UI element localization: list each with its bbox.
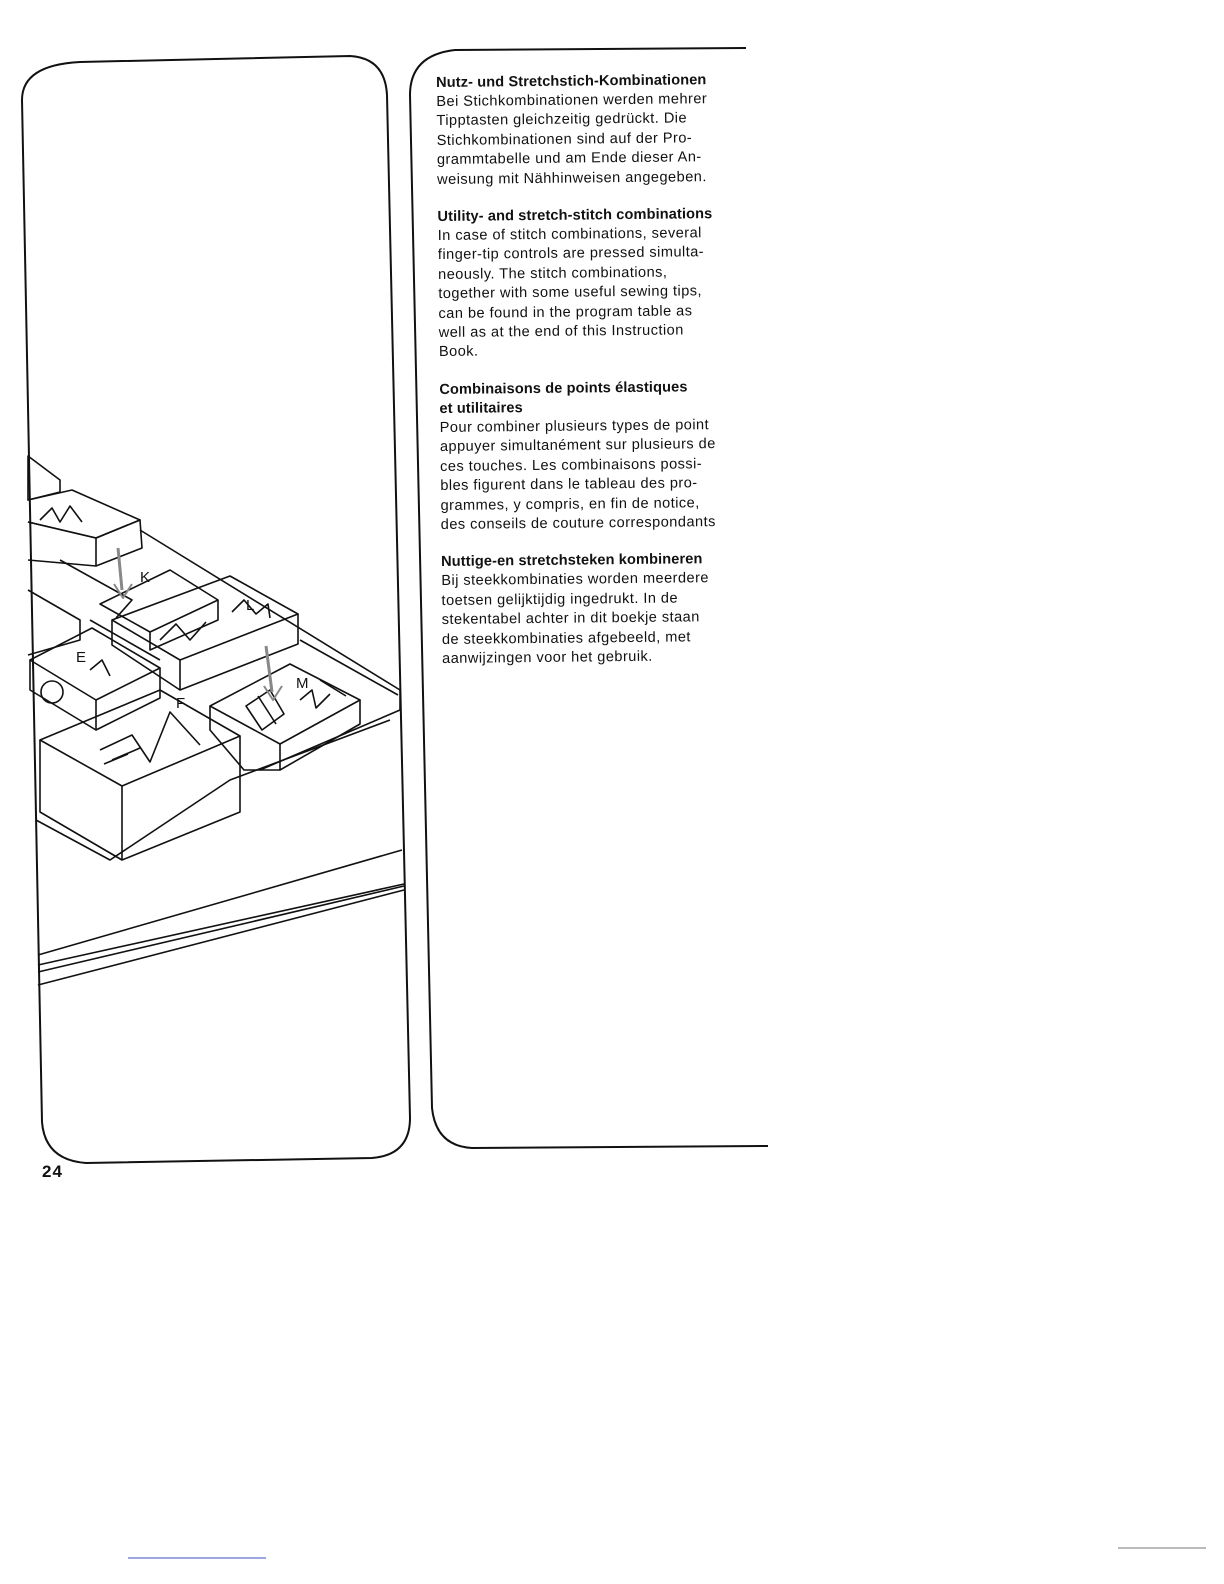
section-heading: Nuttige-en stretchsteken kombineren [441,551,703,571]
body-line: stekentabel achter in dit boekje staan [441,609,700,629]
body-line: finger-tip controls are pressed simulta- [437,244,705,264]
section-heading: Utility- and stretch-stitch combinations [437,206,713,226]
body-line: de steekkombinaties afgebeeld, met [441,628,691,648]
key-letter-e: E [76,649,87,666]
section-heading: Nutz- und Stretchstich-Kombinationen [436,72,707,91]
body-line: Bij steekkombinaties worden meerdere [441,570,710,590]
body-line: appuyer simultanément sur plusieurs de [439,436,716,456]
key-letter-l: L [246,597,255,614]
body-line: Bei Stichkombinationen werden mehrer [436,91,708,110]
body-line: together with some useful sewing tips, [438,283,703,303]
sewing-keys-illustration [28,456,404,985]
body-line: ces touches. Les combinaisons possi- [440,455,703,475]
section-german [436,71,749,190]
body-line: Tipptasten gleichzeitig gedrückt. Die [436,110,688,130]
body-line: toetsen gelijktijdig ingedrukt. In de [441,590,679,609]
body-line: aanwijzingen voor het gebruik. [442,648,653,667]
body-line: In case of stitch combinations, several [437,225,702,245]
key-letter-m: M [296,675,309,692]
key-letter-f: F [176,695,186,712]
body-line: Stichkombinationen sind auf der Pro- [436,130,693,149]
instruction-text-column [436,71,754,688]
body-line: grammtabelle und am Ende dieser An- [436,149,702,169]
section-french [439,378,753,536]
body-line: can be found in the program table as [438,302,693,322]
section-english [437,205,751,363]
body-line: grammes, y compris, en fin de notice, [440,494,700,514]
key-letter-k: K [140,569,151,586]
body-line: well as at the end of this Instruction [438,322,684,342]
page-number: 24 [42,1162,63,1181]
body-line: neously. The stitch combinations, [438,264,668,283]
illustration-panel-frame [22,56,410,1163]
section-heading: Combinaisons de points élastiques et utilitaires [439,379,688,417]
section-dutch [441,550,754,669]
body-line: weisung mit Nähhinweisen angegeben. [437,168,707,188]
body-line: Book. [438,344,479,361]
body-line: bles figurent dans le tableau des pro- [440,475,698,495]
body-line: des conseils de couture correspondants [440,514,716,533]
body-line: Pour combiner plusieurs types de point [439,417,710,436]
